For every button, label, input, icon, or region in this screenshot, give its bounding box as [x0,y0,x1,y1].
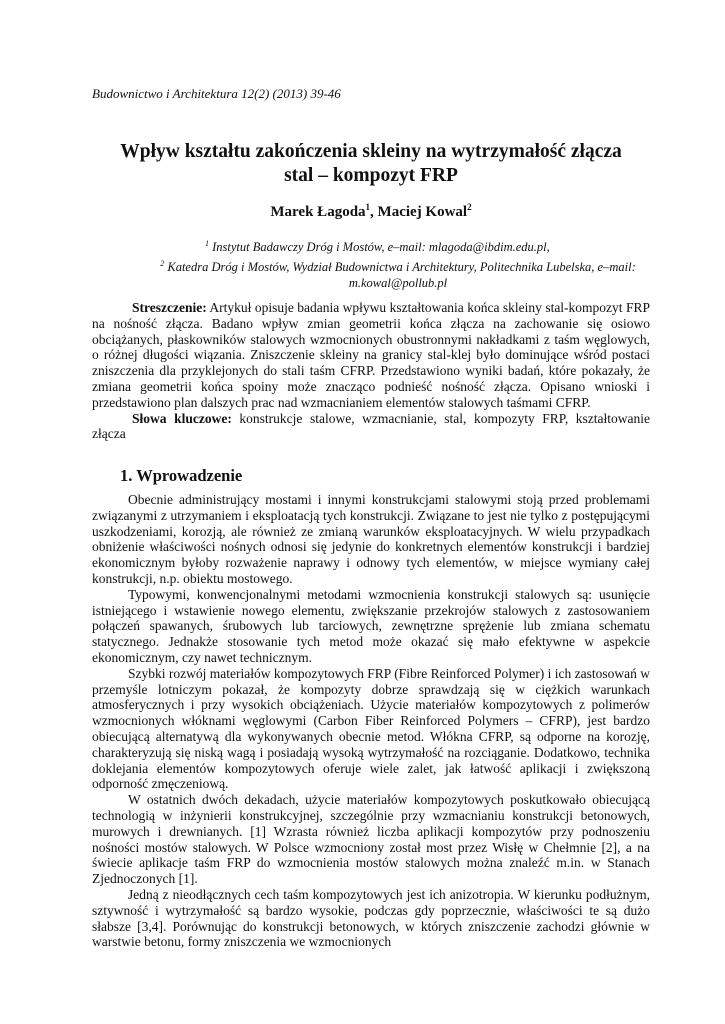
title-line-2: stal – kompozyt FRP [284,165,458,186]
body-paragraph: Jedną z nieodłącznych cech taśm kompozytowych jest ich anizotropia. W kierunku podłużnym, sztywność i wytrzymałość są bardzo wysokie, podczas gdy poprzecznie, właściwości te są dużo słabsze [3,4]. Porównując do konstrukcji betonowych, w których zniszczenie zachodzi głównie w warstwie betonu, formy zniszczenia we wzmocnionych [92,886,650,950]
author-2-affiliation-mark: 2 [467,202,472,212]
title-line-1: Wpływ kształtu zakończenia skleiny na wytrzymałość złącza [120,141,622,162]
body-paragraph: Obecnie administrujący mostami i innymi konstrukcjami stalowymi stoją przed problemami związanymi z utrzymaniem i eksploatacją tych konstrukcji. Związane to jest nie tylko z postępującymi uszkodzeniami, korozją, ale również ze zmianą warunków eksploatacyjnych. W wielu przypadkach obniżenie właściwości nośnych odnosi się jedynie do konkretnych elementów konstrukcji i bardziej ekonomicznym byłoby rozważenie naprawy i odnowy tych elementów, w miejsce wymiany całej konstrukcji, n.p. obiektu mostowego. [92,492,650,586]
body-paragraph: Typowymi, konwencjonalnymi metodami wzmocnienia konstrukcji stalowych są: usunięcie istniejącego i wstawienie nowego elementu, zwiększanie przekrojów stalowych z zastosowaniem połączeń spawanych, śrubowych lub tarciowych, zewnętrzne sprężenie lub zmiana schematu statycznego. Jednakże stosowanie tych metod może okazać się mało efektywne w aspekcie ekonomicznym, czy nawet technicznym. [92,586,650,665]
body-paragraph: Szybki rozwój materiałów kompozytowych FRP (Fibre Reinforced Polymer) i ich zastosowań w przemyśle lotniczym pokazał, że kompozyty dobrze sprawdzają się w ciężkich warunkach atmosferycznych i przy wysokich obciążeniach. Użycie materiałów kompozytowych z polimerów wzmocnionych włóknami węglowymi (Carbon Fiber Reinforced Polymers – CFRP), jest bardzo obiecującą alternatywą dla wykonywanych obecnie metod. Włókna CFRP, są odporne na korozję, charakteryzują się niską wagą i posiadają wysoką wytrzymałość na rozciąganie. Dodatkowo, technika doklejania elementów kompozytowych oferuje wiele zalet, jak łatwość aplikacji i zwiększoną odporność zmęczeniową. [92,665,650,792]
journal-citation: Budownictwo i Architektura 12(2) (2013) 39-46 [92,86,341,101]
paper-title [92,140,650,188]
authors [92,202,650,221]
keywords-label: Słowa kluczowe: [132,410,232,426]
author-separator: , [370,204,378,220]
affiliation-2 [148,256,648,291]
abstract-paragraph [92,300,650,411]
body-paragraph: W ostatnich dwóch dekadach, użycie materiałów kompozytowych poskutkowało obiecującą technologią w inżynierii konstrukcyjnej, szczególnie przy wzmacnianiu konstrukcji betonowych, murowych i drewnianych. [1] Wzrasta również liczba aplikacji kompozytów przy podnoszeniu nośności mostów stalowych. W Polsce wzmocniony został most przez Wisłę w Chełmnie [2], a na świecie aplikacje taśm FRP do wzmocnienia mostów stalowych można znaleźć m.in. w Stanach Zjednoczonych [1]. [92,792,650,887]
abstract-text: Artykuł opisuje badania wpływu kształtowania końca skleiny stal-kompozyt FRP na nośność złącza. Badano wpływ zmian geometrii końca złącza na zachowanie się osiowo obciążanych, płaskowników stalowych wzmocnionych obustronnymi nakładkami z taśm węglowych, o różnej długości wiązania. Zniszczenie skleiny na granicy stal-klej było dominujące wśród postaci zniszczenia dla przyklejonych do stali taśm CFRP. Przedstawiono wyniki badań, które pokazały, że zmiana geometrii końca spoiny może znacząco podnieść nośność złącza. Opisano wnioski i przedstawiono plan dalszych prac nad wzmacnianiem elementów stalowych taśmami CFRP. [92,300,650,410]
section-heading-introduction: 1. Wprowadzenie [120,466,243,485]
author-2: Maciej Kowal [377,204,468,220]
affiliation-2-text: Katedra Dróg i Mostów, Wydział Budownictwa i Architektury, Politechnika Lubelska, e–mail: m.kowal@pollub.pl [164,260,636,291]
affiliation-1-mark: 1 [205,239,209,248]
affiliation-1-text: Instytut Badawczy Dróg i Mostów, e–mail: mlagoda@ibdim.edu.pl, [209,240,550,255]
affiliation-1 [205,236,550,255]
keywords-text: konstrukcje stalowe, wzmacnianie, stal, kompozyty FRP, kształtowanie złącza [92,410,650,442]
abstract [92,300,650,442]
author-1-affiliation-mark: 1 [365,202,371,212]
author-1: Marek Łagoda [270,204,366,220]
affiliation-2-mark: 2 [160,259,165,268]
abstract-label: Streszczenie: [132,300,207,315]
keywords-paragraph [92,411,650,443]
section-body [92,492,650,950]
